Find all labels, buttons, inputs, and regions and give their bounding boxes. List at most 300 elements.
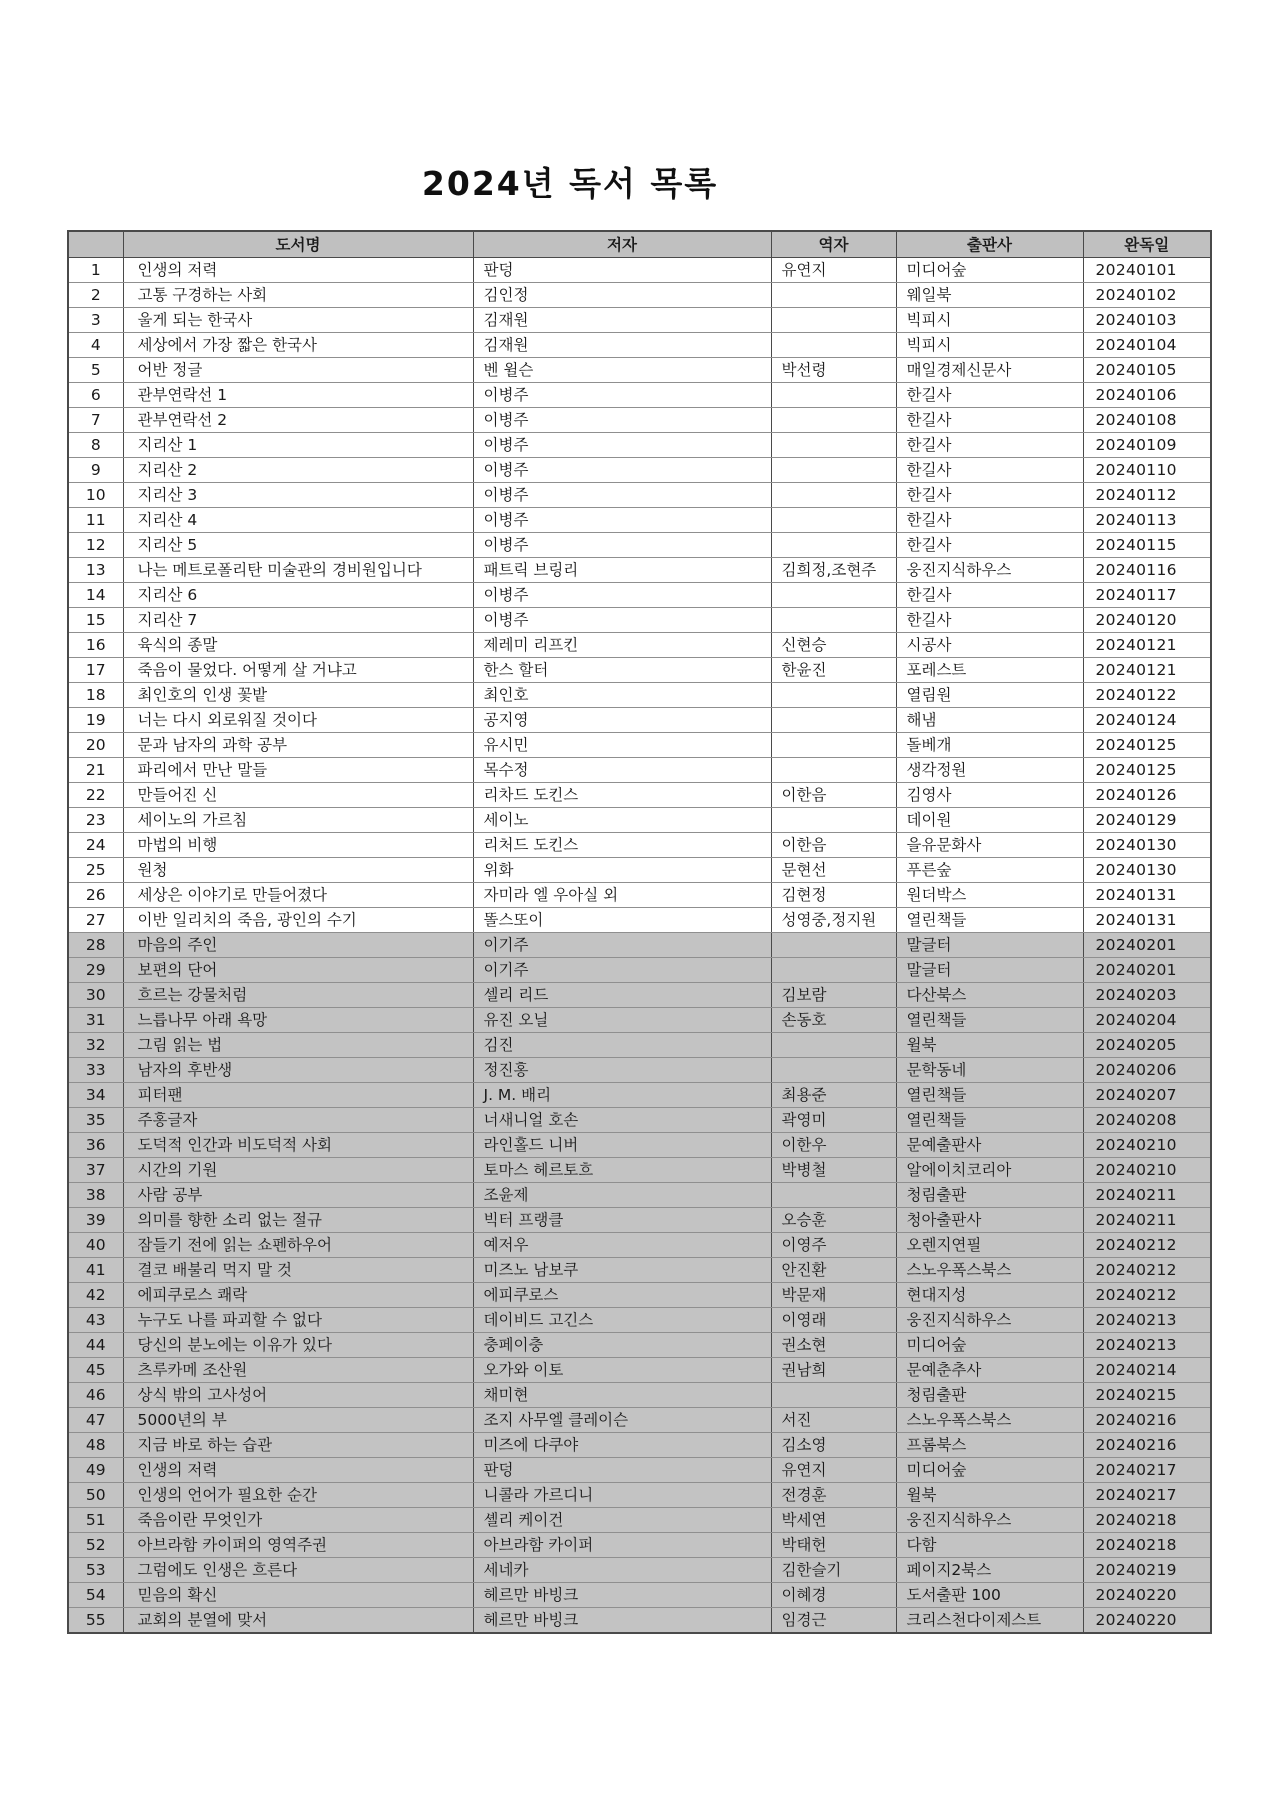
- book-title-cell: 지리산 2: [123, 458, 473, 483]
- completion-date-cell: 20240105: [1083, 358, 1211, 383]
- translator-cell: [771, 808, 896, 833]
- completion-date-cell: 20240112: [1083, 483, 1211, 508]
- author-cell: 유시민: [473, 733, 771, 758]
- table-row: [68, 1208, 1211, 1233]
- completion-date-cell: 20240201: [1083, 958, 1211, 983]
- table-row: [68, 1383, 1211, 1408]
- translator-cell: [771, 458, 896, 483]
- translator-cell: 이한음: [771, 783, 896, 808]
- row-number-cell: 26: [68, 883, 123, 908]
- publisher-cell: 원더박스: [896, 883, 1083, 908]
- book-title-cell: 최인호의 인생 꽃밭: [123, 683, 473, 708]
- book-title-cell: 나는 메트로폴리탄 미술관의 경비원입니다: [123, 558, 473, 583]
- publisher-cell: 미디어숲: [896, 258, 1083, 283]
- publisher-cell: 해냄: [896, 708, 1083, 733]
- table-row: [68, 433, 1211, 458]
- author-cell: 오가와 이토: [473, 1358, 771, 1383]
- table-row: [68, 1008, 1211, 1033]
- table-row: [68, 1508, 1211, 1533]
- translator-cell: [771, 608, 896, 633]
- author-cell: 이병주: [473, 433, 771, 458]
- completion-date-cell: 20240130: [1083, 833, 1211, 858]
- row-number-cell: 10: [68, 483, 123, 508]
- book-title-cell: 피터팬: [123, 1083, 473, 1108]
- publisher-cell: 문학동네: [896, 1058, 1083, 1083]
- publisher-cell: 프롬북스: [896, 1433, 1083, 1458]
- author-cell: 김재원: [473, 333, 771, 358]
- author-cell: 헤르만 바빙크: [473, 1583, 771, 1608]
- publisher-cell: 문예춘추사: [896, 1358, 1083, 1383]
- completion-date-cell: 20240121: [1083, 658, 1211, 683]
- publisher-cell: 한길사: [896, 408, 1083, 433]
- publisher-cell: 열린책들: [896, 908, 1083, 933]
- publisher-cell: 데이원: [896, 808, 1083, 833]
- table-row: [68, 708, 1211, 733]
- table-row: [68, 633, 1211, 658]
- row-number-cell: 4: [68, 333, 123, 358]
- publisher-cell: 김영사: [896, 783, 1083, 808]
- table-row: [68, 408, 1211, 433]
- table-row: [68, 683, 1211, 708]
- row-number-cell: 44: [68, 1333, 123, 1358]
- table-row: [68, 1333, 1211, 1358]
- book-title-cell: 세상에서 가장 짧은 한국사: [123, 333, 473, 358]
- author-cell: 리차드 도킨스: [473, 783, 771, 808]
- row-number-cell: 13: [68, 558, 123, 583]
- reading-list-table: [67, 230, 1212, 1634]
- row-number-cell: 6: [68, 383, 123, 408]
- translator-cell: 박태헌: [771, 1533, 896, 1558]
- table-row: [68, 833, 1211, 858]
- completion-date-cell: 20240211: [1083, 1208, 1211, 1233]
- row-number-cell: 15: [68, 608, 123, 633]
- translator-cell: 이영주: [771, 1233, 896, 1258]
- completion-date-cell: 20240210: [1083, 1133, 1211, 1158]
- author-cell: 이병주: [473, 483, 771, 508]
- table-row: [68, 1533, 1211, 1558]
- author-cell: 데이비드 고긴스: [473, 1308, 771, 1333]
- table-row: [68, 658, 1211, 683]
- translator-cell: [771, 708, 896, 733]
- row-number-cell: 28: [68, 933, 123, 958]
- row-number-cell: 42: [68, 1283, 123, 1308]
- row-number-cell: 32: [68, 1033, 123, 1058]
- author-cell: 최인호: [473, 683, 771, 708]
- author-cell: 토마스 헤르토흐: [473, 1158, 771, 1183]
- author-cell: 위화: [473, 858, 771, 883]
- publisher-cell: 페이지2북스: [896, 1558, 1083, 1583]
- publisher-cell: 매일경제신문사: [896, 358, 1083, 383]
- book-title-cell: 당신의 분노에는 이유가 있다: [123, 1333, 473, 1358]
- translator-cell: 김한슬기: [771, 1558, 896, 1583]
- table-row: [68, 1083, 1211, 1108]
- completion-date-cell: 20240113: [1083, 508, 1211, 533]
- table-row: [68, 608, 1211, 633]
- completion-date-cell: 20240131: [1083, 908, 1211, 933]
- book-title-cell: 시간의 기원: [123, 1158, 473, 1183]
- completion-date-cell: 20240220: [1083, 1608, 1211, 1634]
- author-cell: 세네카: [473, 1558, 771, 1583]
- header-publisher: 출판사: [896, 231, 1083, 258]
- row-number-cell: 19: [68, 708, 123, 733]
- table-row: [68, 1058, 1211, 1083]
- completion-date-cell: 20240203: [1083, 983, 1211, 1008]
- table-row: [68, 533, 1211, 558]
- row-number-cell: 1: [68, 258, 123, 283]
- translator-cell: 전경훈: [771, 1483, 896, 1508]
- publisher-cell: 현대지성: [896, 1283, 1083, 1308]
- book-title-cell: 육식의 종말: [123, 633, 473, 658]
- translator-cell: 이한우: [771, 1133, 896, 1158]
- publisher-cell: 열림원: [896, 683, 1083, 708]
- completion-date-cell: 20240212: [1083, 1258, 1211, 1283]
- book-title-cell: 어반 정글: [123, 358, 473, 383]
- translator-cell: 오승훈: [771, 1208, 896, 1233]
- publisher-cell: 오렌지연필: [896, 1233, 1083, 1258]
- translator-cell: 이혜경: [771, 1583, 896, 1608]
- publisher-cell: 말글터: [896, 958, 1083, 983]
- translator-cell: 안진환: [771, 1258, 896, 1283]
- table-row: [68, 333, 1211, 358]
- book-title-cell: 관부연락선 1: [123, 383, 473, 408]
- completion-date-cell: 20240213: [1083, 1333, 1211, 1358]
- completion-date-cell: 20240125: [1083, 733, 1211, 758]
- book-title-cell: 흐르는 강물처럼: [123, 983, 473, 1008]
- completion-date-cell: 20240124: [1083, 708, 1211, 733]
- completion-date-cell: 20240216: [1083, 1433, 1211, 1458]
- book-title-cell: 지리산 7: [123, 608, 473, 633]
- table-row: [68, 1358, 1211, 1383]
- table-row: [68, 1558, 1211, 1583]
- book-title-cell: 지리산 1: [123, 433, 473, 458]
- completion-date-cell: 20240117: [1083, 583, 1211, 608]
- translator-cell: 이한음: [771, 833, 896, 858]
- book-title-cell: 느릅나무 아래 욕망: [123, 1008, 473, 1033]
- row-number-cell: 43: [68, 1308, 123, 1333]
- row-number-cell: 17: [68, 658, 123, 683]
- table-row: [68, 883, 1211, 908]
- author-cell: 이병주: [473, 458, 771, 483]
- book-title-cell: 세상은 이야기로 만들어졌다: [123, 883, 473, 908]
- author-cell: 자미라 엘 우아실 외: [473, 883, 771, 908]
- table-row: [68, 1233, 1211, 1258]
- author-cell: 헤르만 바빙크: [473, 1608, 771, 1634]
- publisher-cell: 스노우폭스북스: [896, 1408, 1083, 1433]
- book-title-cell: 도덕적 인간과 비도덕적 사회: [123, 1133, 473, 1158]
- publisher-cell: 웨일북: [896, 283, 1083, 308]
- publisher-cell: 알에이치코리아: [896, 1158, 1083, 1183]
- author-cell: 이병주: [473, 383, 771, 408]
- author-cell: 이병주: [473, 583, 771, 608]
- table-body: [68, 258, 1211, 1634]
- table-row: [68, 1283, 1211, 1308]
- table-row: [68, 1183, 1211, 1208]
- publisher-cell: 다산북스: [896, 983, 1083, 1008]
- publisher-cell: 시공사: [896, 633, 1083, 658]
- translator-cell: 유연지: [771, 1458, 896, 1483]
- completion-date-cell: 20240104: [1083, 333, 1211, 358]
- row-number-cell: 7: [68, 408, 123, 433]
- book-title-cell: 울게 되는 한국사: [123, 308, 473, 333]
- book-title-cell: 아브라함 카이퍼의 영역주권: [123, 1533, 473, 1558]
- publisher-cell: 을유문화사: [896, 833, 1083, 858]
- publisher-cell: 청아출판사: [896, 1208, 1083, 1233]
- book-title-cell: 잠들기 전에 읽는 쇼펜하우어: [123, 1233, 473, 1258]
- translator-cell: 박세연: [771, 1508, 896, 1533]
- completion-date-cell: 20240110: [1083, 458, 1211, 483]
- row-number-cell: 22: [68, 783, 123, 808]
- publisher-cell: 한길사: [896, 533, 1083, 558]
- row-number-cell: 31: [68, 1008, 123, 1033]
- book-title-cell: 마법의 비행: [123, 833, 473, 858]
- completion-date-cell: 20240131: [1083, 883, 1211, 908]
- publisher-cell: 청림출판: [896, 1183, 1083, 1208]
- translator-cell: 권남희: [771, 1358, 896, 1383]
- publisher-cell: 말글터: [896, 933, 1083, 958]
- row-number-cell: 21: [68, 758, 123, 783]
- row-number-cell: 53: [68, 1558, 123, 1583]
- author-cell: 제레미 리프킨: [473, 633, 771, 658]
- completion-date-cell: 20240125: [1083, 758, 1211, 783]
- book-title-cell: 관부연락선 2: [123, 408, 473, 433]
- book-title-cell: 지리산 4: [123, 508, 473, 533]
- author-cell: 채미현: [473, 1383, 771, 1408]
- author-cell: 니콜라 가르디니: [473, 1483, 771, 1508]
- publisher-cell: 미디어숲: [896, 1458, 1083, 1483]
- translator-cell: 김보람: [771, 983, 896, 1008]
- author-cell: 판덩: [473, 1458, 771, 1483]
- translator-cell: [771, 283, 896, 308]
- header-completion-date: 완독일: [1083, 231, 1211, 258]
- translator-cell: 성영중,정지원: [771, 908, 896, 933]
- completion-date-cell: 20240129: [1083, 808, 1211, 833]
- completion-date-cell: 20240213: [1083, 1308, 1211, 1333]
- book-title-cell: 에피쿠로스 쾌락: [123, 1283, 473, 1308]
- publisher-cell: 한길사: [896, 458, 1083, 483]
- translator-cell: [771, 1058, 896, 1083]
- table-row: [68, 1158, 1211, 1183]
- book-title-cell: 지리산 5: [123, 533, 473, 558]
- completion-date-cell: 20240211: [1083, 1183, 1211, 1208]
- publisher-cell: 돌베개: [896, 733, 1083, 758]
- translator-cell: 서진: [771, 1408, 896, 1433]
- table-row: [68, 358, 1211, 383]
- translator-cell: [771, 758, 896, 783]
- publisher-cell: 한길사: [896, 608, 1083, 633]
- book-title-cell: 결코 배불리 먹지 말 것: [123, 1258, 473, 1283]
- completion-date-cell: 20240210: [1083, 1158, 1211, 1183]
- translator-cell: [771, 1033, 896, 1058]
- publisher-cell: 한길사: [896, 508, 1083, 533]
- author-cell: 이병주: [473, 533, 771, 558]
- row-number-cell: 34: [68, 1083, 123, 1108]
- row-number-cell: 51: [68, 1508, 123, 1533]
- author-cell: 셀리 리드: [473, 983, 771, 1008]
- book-title-cell: 세이노의 가르침: [123, 808, 473, 833]
- author-cell: 라인홀드 니버: [473, 1133, 771, 1158]
- publisher-cell: 윌북: [896, 1483, 1083, 1508]
- author-cell: 이기주: [473, 933, 771, 958]
- table-row: [68, 1258, 1211, 1283]
- table-row: [68, 1308, 1211, 1333]
- row-number-cell: 37: [68, 1158, 123, 1183]
- row-number-cell: 20: [68, 733, 123, 758]
- row-number-cell: 12: [68, 533, 123, 558]
- publisher-cell: 포레스트: [896, 658, 1083, 683]
- translator-cell: [771, 733, 896, 758]
- translator-cell: 문현선: [771, 858, 896, 883]
- table-row: [68, 458, 1211, 483]
- row-number-cell: 47: [68, 1408, 123, 1433]
- row-number-cell: 48: [68, 1433, 123, 1458]
- translator-cell: [771, 1383, 896, 1408]
- table-row: [68, 783, 1211, 808]
- row-number-cell: 54: [68, 1583, 123, 1608]
- completion-date-cell: 20240204: [1083, 1008, 1211, 1033]
- book-title-cell: 츠루카메 조산원: [123, 1358, 473, 1383]
- author-cell: 한스 할터: [473, 658, 771, 683]
- row-number-cell: 50: [68, 1483, 123, 1508]
- author-cell: 예저우: [473, 1233, 771, 1258]
- book-title-cell: 사람 공부: [123, 1183, 473, 1208]
- publisher-cell: 한길사: [896, 433, 1083, 458]
- completion-date-cell: 20240201: [1083, 933, 1211, 958]
- header-row-number: [68, 231, 123, 258]
- publisher-cell: 다함: [896, 1533, 1083, 1558]
- row-number-cell: 38: [68, 1183, 123, 1208]
- row-number-cell: 36: [68, 1133, 123, 1158]
- translator-cell: 김현정: [771, 883, 896, 908]
- book-title-cell: 지금 바로 하는 습관: [123, 1433, 473, 1458]
- author-cell: 똘스또이: [473, 908, 771, 933]
- author-cell: 김재원: [473, 308, 771, 333]
- translator-cell: [771, 583, 896, 608]
- row-number-cell: 14: [68, 583, 123, 608]
- author-cell: 셸리 케이건: [473, 1508, 771, 1533]
- book-title-cell: 교회의 분열에 맞서: [123, 1608, 473, 1634]
- completion-date-cell: 20240101: [1083, 258, 1211, 283]
- translator-cell: [771, 508, 896, 533]
- table-row: [68, 1483, 1211, 1508]
- translator-cell: 손동호: [771, 1008, 896, 1033]
- row-number-cell: 3: [68, 308, 123, 333]
- completion-date-cell: 20240218: [1083, 1508, 1211, 1533]
- table-row: [68, 1583, 1211, 1608]
- publisher-cell: 한길사: [896, 583, 1083, 608]
- book-title-cell: 고통 구경하는 사회: [123, 283, 473, 308]
- author-cell: 너새니얼 호손: [473, 1108, 771, 1133]
- publisher-cell: 청림출판: [896, 1383, 1083, 1408]
- completion-date-cell: 20240120: [1083, 608, 1211, 633]
- book-title-cell: 지리산 6: [123, 583, 473, 608]
- row-number-cell: 49: [68, 1458, 123, 1483]
- translator-cell: [771, 683, 896, 708]
- row-number-cell: 30: [68, 983, 123, 1008]
- book-title-cell: 인생의 저력: [123, 1458, 473, 1483]
- translator-cell: 박병철: [771, 1158, 896, 1183]
- book-title-cell: 주홍글자: [123, 1108, 473, 1133]
- completion-date-cell: 20240217: [1083, 1458, 1211, 1483]
- row-number-cell: 39: [68, 1208, 123, 1233]
- translator-cell: [771, 333, 896, 358]
- translator-cell: [771, 483, 896, 508]
- translator-cell: [771, 433, 896, 458]
- author-cell: 패트릭 브링리: [473, 558, 771, 583]
- author-cell: 빅터 프랭클: [473, 1208, 771, 1233]
- book-title-cell: 인생의 저력: [123, 258, 473, 283]
- book-title-cell: 믿음의 확신: [123, 1583, 473, 1608]
- table-row: [68, 483, 1211, 508]
- author-cell: 아브라함 카이퍼: [473, 1533, 771, 1558]
- completion-date-cell: 20240122: [1083, 683, 1211, 708]
- publisher-cell: 생각정원: [896, 758, 1083, 783]
- book-title-cell: 의미를 향한 소리 없는 절규: [123, 1208, 473, 1233]
- book-title-cell: 상식 밖의 고사성어: [123, 1383, 473, 1408]
- author-cell: 벤 윌슨: [473, 358, 771, 383]
- table-row: [68, 258, 1211, 283]
- row-number-cell: 55: [68, 1608, 123, 1634]
- translator-cell: [771, 408, 896, 433]
- publisher-cell: 웅진지식하우스: [896, 1308, 1083, 1333]
- completion-date-cell: 20240106: [1083, 383, 1211, 408]
- completion-date-cell: 20240109: [1083, 433, 1211, 458]
- completion-date-cell: 20240220: [1083, 1583, 1211, 1608]
- table-row: [68, 1608, 1211, 1634]
- author-cell: 조지 사무엘 클레이슨: [473, 1408, 771, 1433]
- translator-cell: 최용준: [771, 1083, 896, 1108]
- book-title-cell: 만들어진 신: [123, 783, 473, 808]
- completion-date-cell: 20240214: [1083, 1358, 1211, 1383]
- row-number-cell: 2: [68, 283, 123, 308]
- publisher-cell: 한길사: [896, 383, 1083, 408]
- book-title-cell: 그림 읽는 법: [123, 1033, 473, 1058]
- publisher-cell: 푸른숲: [896, 858, 1083, 883]
- publisher-cell: 열린책들: [896, 1008, 1083, 1033]
- translator-cell: 이영래: [771, 1308, 896, 1333]
- translator-cell: [771, 1183, 896, 1208]
- book-title-cell: 남자의 후반생: [123, 1058, 473, 1083]
- table-row: [68, 858, 1211, 883]
- row-number-cell: 18: [68, 683, 123, 708]
- row-number-cell: 11: [68, 508, 123, 533]
- completion-date-cell: 20240116: [1083, 558, 1211, 583]
- table-row: [68, 958, 1211, 983]
- table-row: [68, 308, 1211, 333]
- table-row: [68, 758, 1211, 783]
- book-title-cell: 이반 일리치의 죽음, 광인의 수기: [123, 908, 473, 933]
- author-cell: 이병주: [473, 608, 771, 633]
- translator-cell: [771, 308, 896, 333]
- header-book-title: 도서명: [123, 231, 473, 258]
- author-cell: 이기주: [473, 958, 771, 983]
- table-row: [68, 1033, 1211, 1058]
- row-number-cell: 25: [68, 858, 123, 883]
- page-title: 2024년 독서 목록: [421, 164, 719, 203]
- author-cell: 목수정: [473, 758, 771, 783]
- completion-date-cell: 20240216: [1083, 1408, 1211, 1433]
- translator-cell: 권소현: [771, 1333, 896, 1358]
- publisher-cell: 한길사: [896, 483, 1083, 508]
- book-title-cell: 누구도 나를 파괴할 수 없다: [123, 1308, 473, 1333]
- completion-date-cell: 20240219: [1083, 1558, 1211, 1583]
- book-title-cell: 원청: [123, 858, 473, 883]
- author-cell: 김인정: [473, 283, 771, 308]
- row-number-cell: 8: [68, 433, 123, 458]
- completion-date-cell: 20240103: [1083, 308, 1211, 333]
- book-title-cell: 그럼에도 인생은 흐른다: [123, 1558, 473, 1583]
- publisher-cell: 빅피시: [896, 333, 1083, 358]
- table-row: [68, 1408, 1211, 1433]
